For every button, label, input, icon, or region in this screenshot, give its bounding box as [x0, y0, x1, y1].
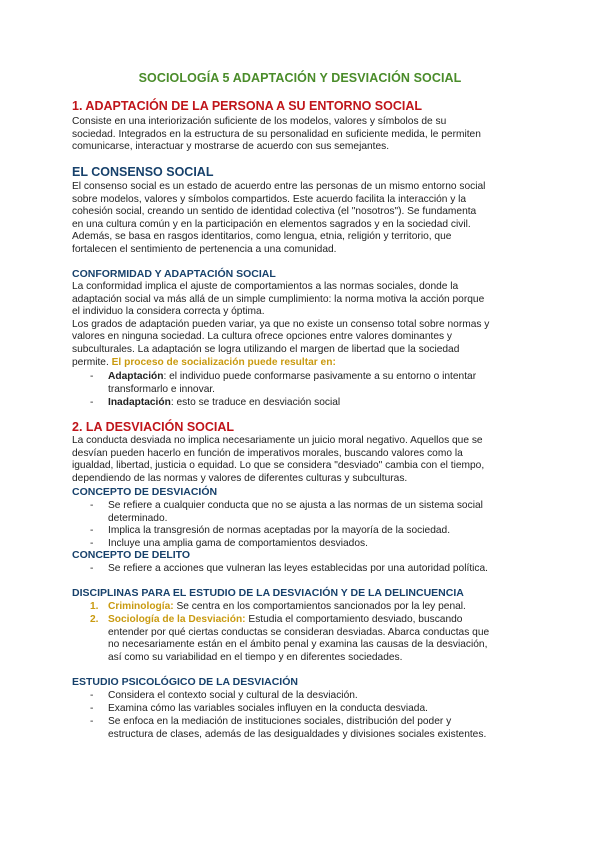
- document-title: SOCIOLOGÍA 5 ADAPTACIÓN Y DESVIACIÓN SOCIAL: [138, 71, 462, 85]
- text-run: Se refiere a cualquier conducta que no se ajusta a las normas de un sistema social: [108, 500, 483, 511]
- text-run: transformarlo e innovar.: [108, 383, 216, 395]
- concepto-delito-heading: CONCEPTO DE DELITO: [72, 549, 191, 561]
- text-run: Se refiere a acciones que vulneran las leyes establecidas por una autoridad política.: [108, 563, 489, 574]
- bullet-dash: -: [90, 563, 94, 574]
- bullet-dash: -: [90, 703, 94, 714]
- text-run: Implica la transgresión de normas aceptadas por la mayoría de la sociedad.: [108, 525, 451, 536]
- bullet-dash: -: [90, 500, 94, 511]
- disciplinas-heading: DISCIPLINAS PARA EL ESTUDIO DE LA DESVIACIÓN Y DE LA DELINCUENCIA: [72, 587, 464, 599]
- bullet-dash: -: [90, 690, 94, 701]
- section-1-paragraph: [72, 116, 532, 154]
- term: Criminología:: [108, 601, 174, 612]
- consenso-paragraph: [72, 181, 532, 257]
- consenso-heading: EL CONSENSO SOCIAL: [72, 165, 214, 179]
- text-line: sobre modelos, valores y símbolos compartidos. Este acuerdo facilita la interacción y la: [72, 193, 467, 205]
- text-run: permite.: [72, 356, 112, 368]
- text-run: Estudia el comportamiento desviado, buscando: [245, 614, 463, 625]
- bullet-dash: -: [90, 371, 94, 382]
- text-run: : esto se traduce en desviación social: [170, 397, 341, 408]
- section-1-heading: 1. ADAPTACIÓN DE LA PERSONA A SU ENTORNO SOCIAL: [72, 99, 423, 113]
- text-run: así como su variabilidad en el tiempo y en diferentes sociedades.: [108, 651, 403, 663]
- text-run: entender por qué ciertas conductas se consideran desviadas. Abarca conductas que: [108, 626, 490, 638]
- text-line: La conducta desviada no implica necesariamente un juicio moral negativo. Aquellos que se: [72, 435, 483, 446]
- text-run: Considera el contexto social y cultural de la desviación.: [108, 690, 358, 701]
- psicologico-heading: ESTUDIO PSICOLÓGICO DE LA DESVIACIÓN: [72, 676, 298, 688]
- text-line: La conformidad implica el ajuste de comportamientos a las normas sociales, donde la: [72, 281, 459, 292]
- text-run: estructura de clases, además de las desigualdades y divisiones sociales existentes.: [108, 728, 487, 740]
- text-run: Examina cómo las variables sociales influyen en la conducta desviada.: [108, 703, 428, 714]
- term: Inadaptación: [108, 397, 171, 408]
- conformidad-heading: CONFORMIDAD Y ADAPTACIÓN SOCIAL: [72, 268, 276, 280]
- text-line: Además, se basa en rasgos identitarios, como lengua, etnia, religión y territorio, que: [72, 231, 452, 243]
- text-line: Los grados de adaptación pueden variar, ya que no existe un consenso total sobre normas y: [72, 318, 490, 330]
- text-line: desvían pueden hacerlo en función de imperativos morales, buscando valores como la: [72, 447, 463, 459]
- text-line: comunicarse, interactuar y mostrarse de acuerdo con sus semejantes.: [72, 141, 390, 153]
- term: Adaptación: [108, 371, 164, 382]
- item-number: 1.: [90, 601, 99, 612]
- item-number: 2.: [90, 614, 99, 625]
- bullet-dash: -: [90, 716, 94, 727]
- text-line: [72, 357, 532, 370]
- text-line: dependiendo de las normas y valores de diferentes culturas y subculturas.: [72, 472, 408, 484]
- text-line: subculturales. La adaptación se logra utilizando el margen de libertad que la sociedad: [72, 343, 460, 355]
- conformidad-paragraph: [72, 281, 532, 369]
- bullet-dash: -: [90, 538, 94, 549]
- section-2-heading: 2. LA DESVIACIÓN SOCIAL: [72, 420, 235, 434]
- text-run: no necesariamente están en el ámbito penal y examina las causas de la desviación,: [108, 639, 488, 651]
- text-line: sociedad. Integrados en la estructura de su personalidad en suficiente medida, le permiten: [72, 128, 481, 140]
- text-line: el individuo la considera correcta y óptima.: [72, 306, 265, 318]
- text-line: en una cultura común y en la participación en elementos sagrados y en la sociedad civil.: [72, 218, 471, 230]
- text-run: determinado.: [108, 512, 168, 524]
- term: Sociología de la Desviación:: [108, 614, 246, 625]
- text-line: adaptación social va más allá de un simple cumplimiento: la norma motiva la acción porque: [72, 293, 485, 305]
- section-2-paragraph: [72, 435, 532, 485]
- text-run: Se enfoca en la mediación de instituciones sociales, distribución del poder y: [108, 716, 452, 727]
- text-run: : el individuo puede conformarse pasivamente a su entorno o intentar: [163, 371, 477, 382]
- text-run: Incluye una amplia gama de comportamientos desviados.: [108, 538, 368, 549]
- bullet-dash: -: [90, 525, 94, 536]
- concepto-desviacion-heading: CONCEPTO DE DESVIACIÓN: [72, 486, 218, 498]
- text-line: El consenso social es un estado de acuerdo entre las personas de un mismo entorno social: [72, 181, 486, 192]
- text-line: igualdad, libertad, justicia o equidad. Lo que se considera "desviado" cambia con el tiempo,: [72, 460, 485, 472]
- text-line: valores en ninguna sociedad. La cultura ofrece opciones entre valores dominantes y: [72, 331, 453, 343]
- text-run: Se centra en los comportamientos sancionados por la ley penal.: [173, 601, 466, 612]
- socializacion-highlight: El proceso de socialización puede resultar en:: [111, 356, 336, 368]
- text-line: cohesión social, creando un sentido de identidad colectiva (el "nosotros"). Se fundamenta: [72, 206, 477, 218]
- bullet-dash: -: [90, 397, 94, 408]
- text-line: fortalecen el sentimiento de pertenencia a una comunidad.: [72, 243, 337, 255]
- text-line: Consiste en una interiorización suficiente de los modelos, valores y símbolos de su: [72, 116, 447, 127]
